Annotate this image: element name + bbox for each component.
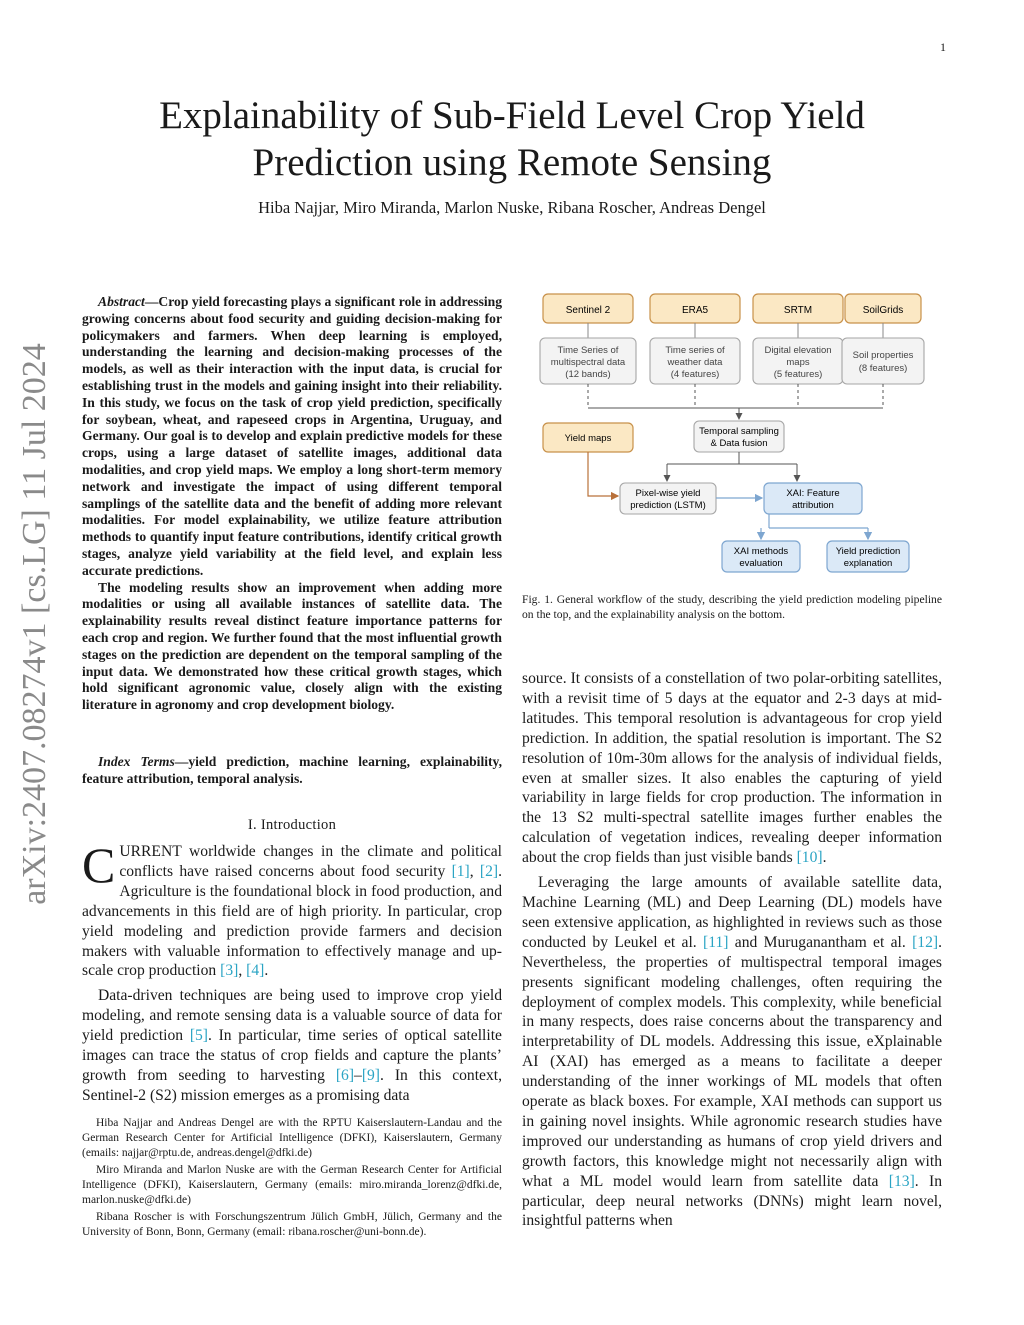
title-line-1: Explainability of Sub-Field Level Crop Yield (159, 94, 865, 137)
desc-line: Digital elevation (764, 345, 832, 356)
intro-text: , (238, 962, 247, 980)
citation-link[interactable]: [3] (220, 962, 239, 980)
desc-box-soilgrids (842, 338, 924, 384)
source-label-era5: ERA5 (681, 305, 709, 316)
index-terms-text: yield prediction, machine learning, explainability, feature attribution, temporal analysis. (82, 754, 502, 786)
abstract-text-1: Crop yield forecasting plays a significant role in addressing growing concerns about food security and guiding decision-making for policymakers and farmers. When deep learning is employed, understanding the learning and decision-making processes of the models, as well as their interaction with the input data, is crucial for establishing trust in the models and gaining insight into their reliability. In this study, we focus on the task of crop yield prediction, specifically for soybean, wheat, and rapeseed crops in Argentina, Uruguay, and Germany. Our goal is to develop and explain predictive models for these crops, using a large dataset of satellite images, additional data modalities, and crop yield maps. We employ a long short-term memory network and investigate the impact of using different temporal samplings of the satellite data and the benefit of adding more relevant modalities. For model explainability, we utilize feature attribution methods to quantify input feature contributions, identify critical growth stages, analyze yield variability at the field level, and explain less accurate predictions. (82, 294, 502, 578)
citation-link[interactable]: [2] (479, 862, 499, 880)
abstract-paragraph-1: Abstract—Crop yield forecasting plays a significant role in addressing growing concerns about food security and guiding decision-making for policymakers and farmers. When deep learning is employed, understanding the learning and decision-making processes of the models, as well as their interaction with the input data, is crucial for establishing trust in the models and gaining insight into their reliability. In this study, we focus on the task of crop yield prediction, specifically for soybean, wheat, and rapeseed crops in Argentina, Uruguay, and Germany. Our goal is to develop and explain predictive models for these crops, using a large dataset of satellite images, additional data modalities, and crop yield maps. We employ a long short-term memory network and investigate the impact of using different temporal samplings of the satellite data and the benefit of adding more relevant modalities. For model explainability, we utilize feature attribution methods to quantify input feature contributions, identify critical growth stages, analyze yield variability at the field level, and explain less accurate predictions. (82, 294, 502, 578)
desc-line: weather data (667, 357, 723, 368)
body-text: source. It consists of a constellation of two polar-orbiting satellites, with a revisit time of 5 days at the equator and 2-3 days at mid-latitudes. This temporal resolution is advantageous for crop yield prediction. In addition, the spatial resolution is important. The S2 resolution of 10m-30m allows for the analysis of individual fields, even at smaller sizes. It also enables the capturing of yield variability in large fields for crop production. The information in the 13 S2 multi-spectral satellite images further enables the calculation of vegetation indices, revealing deeper information about the crop fields than just visible bands (522, 670, 942, 867)
abstract-label: Abstract (98, 294, 145, 309)
right-column-text (522, 669, 942, 1236)
citation-link[interactable]: [1] (451, 862, 470, 880)
intro-paragraph-1 (82, 837, 503, 981)
xai-eval-line: XAI methods (733, 546, 789, 557)
intro-text: . In particular, time series of optical satellite images can trace the status of crop fields and capture the plants’ growth from seeding to harvesting (82, 1027, 502, 1084)
body-text: . (822, 849, 827, 867)
fusion-line: Temporal sampling (699, 426, 779, 437)
desc-line: (4 features) (670, 369, 720, 380)
citation-link[interactable]: [5] (189, 1027, 208, 1045)
page-number: 1 (940, 40, 946, 54)
desc-line: maps (786, 357, 810, 368)
intro-text: Data-driven techniques are being used to improve crop yield modeling, and remote sensing data is a valuable source of data for yield prediction (82, 987, 502, 1045)
desc-line: (12 bands) (565, 369, 611, 380)
abstract-paragraph-2: The modeling results show an improvement when adding more modalities or using all available instances of satellite data. The explainability results reveal distinct feature importance patterns for each crop and region. We further found that the most influential growth stages on the prediction are dependent on the temporal sampling of the input data. We demonstrated how these critical growth stages, which hold significant agronomic value, closely align with the existing literature in agronomy and crop development biology. (82, 579, 502, 713)
body-text: Leveraging the large amounts of available satellite data, Machine Learning (ML) and Deep Learning (DL) models have seen extensive application, as highlighted in reviews such as those conducted by Leukel et al. (522, 874, 942, 951)
right-paragraph-1 (522, 669, 942, 868)
citation-link[interactable]: [10] (796, 849, 823, 867)
paper-title (80, 92, 944, 186)
footnote-3: Ribana Roscher is with Forschungszentrum Jülich GmbH, Jülich, Germany and the University of Bonn, Bonn, Germany (email: ribana.roscher@uni-bonn.de). (82, 1211, 502, 1238)
desc-line: (8 features) (858, 363, 908, 374)
index-terms-label: Index Terms (98, 754, 175, 769)
right-paragraph-2 (522, 873, 942, 1231)
intro-text: . In this context, Sentinel-2 (S2) mission emerges as a promising data (82, 1066, 502, 1104)
desc-line: Time Series of (557, 345, 619, 356)
xai-line: XAI: Feature (786, 488, 840, 499)
intro-text: . (264, 962, 269, 980)
intro-paragraph-2 (82, 986, 502, 1105)
source-label-sentinel2: Sentinel 2 (565, 305, 611, 316)
citation-link[interactable]: [13] (888, 1172, 915, 1190)
source-label-soilgrids: SoilGrids (862, 305, 904, 316)
yield-explanation-line: explanation (843, 558, 893, 569)
workflow-diagram (532, 284, 932, 584)
abstract (82, 294, 502, 714)
intro-text: URRENT worldwide changes in the climate and political conflicts have raised concerns about food security (119, 843, 502, 880)
author-footnotes (82, 1116, 502, 1242)
xai-eval-line: evaluation (739, 558, 783, 569)
footnote-1: Hiba Najjar and Andreas Dengel are with the RPTU Kaiserslautern-Landau and the German Research Center for Artificial Intelligence (DFKI), Kaiserslautern, Germany (emails: najjar@rptu.de, andreas.dengel@dfki.de) (82, 1117, 502, 1159)
citation-link[interactable]: [11] (703, 933, 729, 951)
body-text: and Muruganantham et al. (728, 933, 913, 951)
footnote-2: Miro Miranda and Marlon Nuske are with the German Research Center for Artificial Intelligence (DFKI), Kaiserslautern, Germany (emails: miro.miranda_lorenz@dfki.de, marlon.nuske@dfki.de) (82, 1164, 502, 1206)
fusion-line: & Data fusion (710, 438, 768, 449)
lstm-line: Pixel-wise yield (635, 488, 701, 499)
yield-maps-label: Yield maps (564, 433, 612, 444)
figure-caption: Fig. 1. General workflow of the study, describing the yield prediction modeling pipeline on the top, and the explainability analysis on the bottom. (522, 593, 942, 621)
intro-text: , (469, 862, 480, 880)
index-terms: Index Terms—yield prediction, machine learning, explainability, feature attribution, temporal analysis. (82, 754, 502, 786)
drop-cap: C (82, 837, 116, 893)
author-list: Hiba Najjar, Miro Miranda, Marlon Nuske, Ribana Roscher, Andreas Dengel (258, 198, 766, 217)
arrow-yield-to-lstm (588, 452, 618, 496)
source-label-srtm: SRTM (783, 305, 813, 316)
yield-explanation-line: Yield prediction (835, 546, 901, 557)
citation-link[interactable]: [4] (246, 962, 265, 980)
desc-line: Soil properties (852, 350, 914, 361)
citation-link[interactable]: [12] (912, 933, 939, 951)
arxiv-identifier: arXiv:2407.08274v1 [cs.LG] 11 Jul 2024 (16, 343, 53, 905)
desc-line: multispectral data (550, 357, 626, 368)
citation-link[interactable]: [6] (335, 1066, 355, 1084)
body-text: . Nevertheless, the properties of multispectral temporal images presents significant modeling challenges, often requiring the deployment of complex models. This complexity, while beneficial in many respects, does raise concerns about the transparency and interpretability of DL models. Addressing this issue, eXplainable AI (XAI) has emerged as a means to facilitate a deeper understanding of the inner workings of ML models that often operate as black boxes. For example, XAI methods can support us in gaining novel insights. While agronomic research studies have improved our understanding as humans of crop yield drivers and growth factors, this knowledge might not necessarily align with what a ML model would learn from satellite data (522, 933, 942, 1190)
introduction-left-column (82, 837, 503, 1111)
title-line-2: Prediction using Remote Sensing (252, 141, 772, 184)
desc-line: Time series of (665, 345, 725, 356)
intro-text: . Agriculture is the foundational block in food production, and advancements in this field are of high priority. In particular, crop yield modeling and prediction provide farmers and decision makers with valuable information to effectively manage and up-scale crop production (82, 862, 503, 980)
intro-text: – (354, 1066, 362, 1084)
citation-link[interactable]: [9] (361, 1066, 380, 1084)
body-text: . In particular, deep neural networks (DNNs) might learn novel, insightful patterns when (522, 1172, 942, 1230)
desc-line: (5 features) (773, 369, 823, 380)
xai-line: attribution (792, 500, 834, 511)
section-heading-introduction: I. Introduction (247, 817, 337, 833)
lstm-line: prediction (LSTM) (630, 500, 706, 511)
